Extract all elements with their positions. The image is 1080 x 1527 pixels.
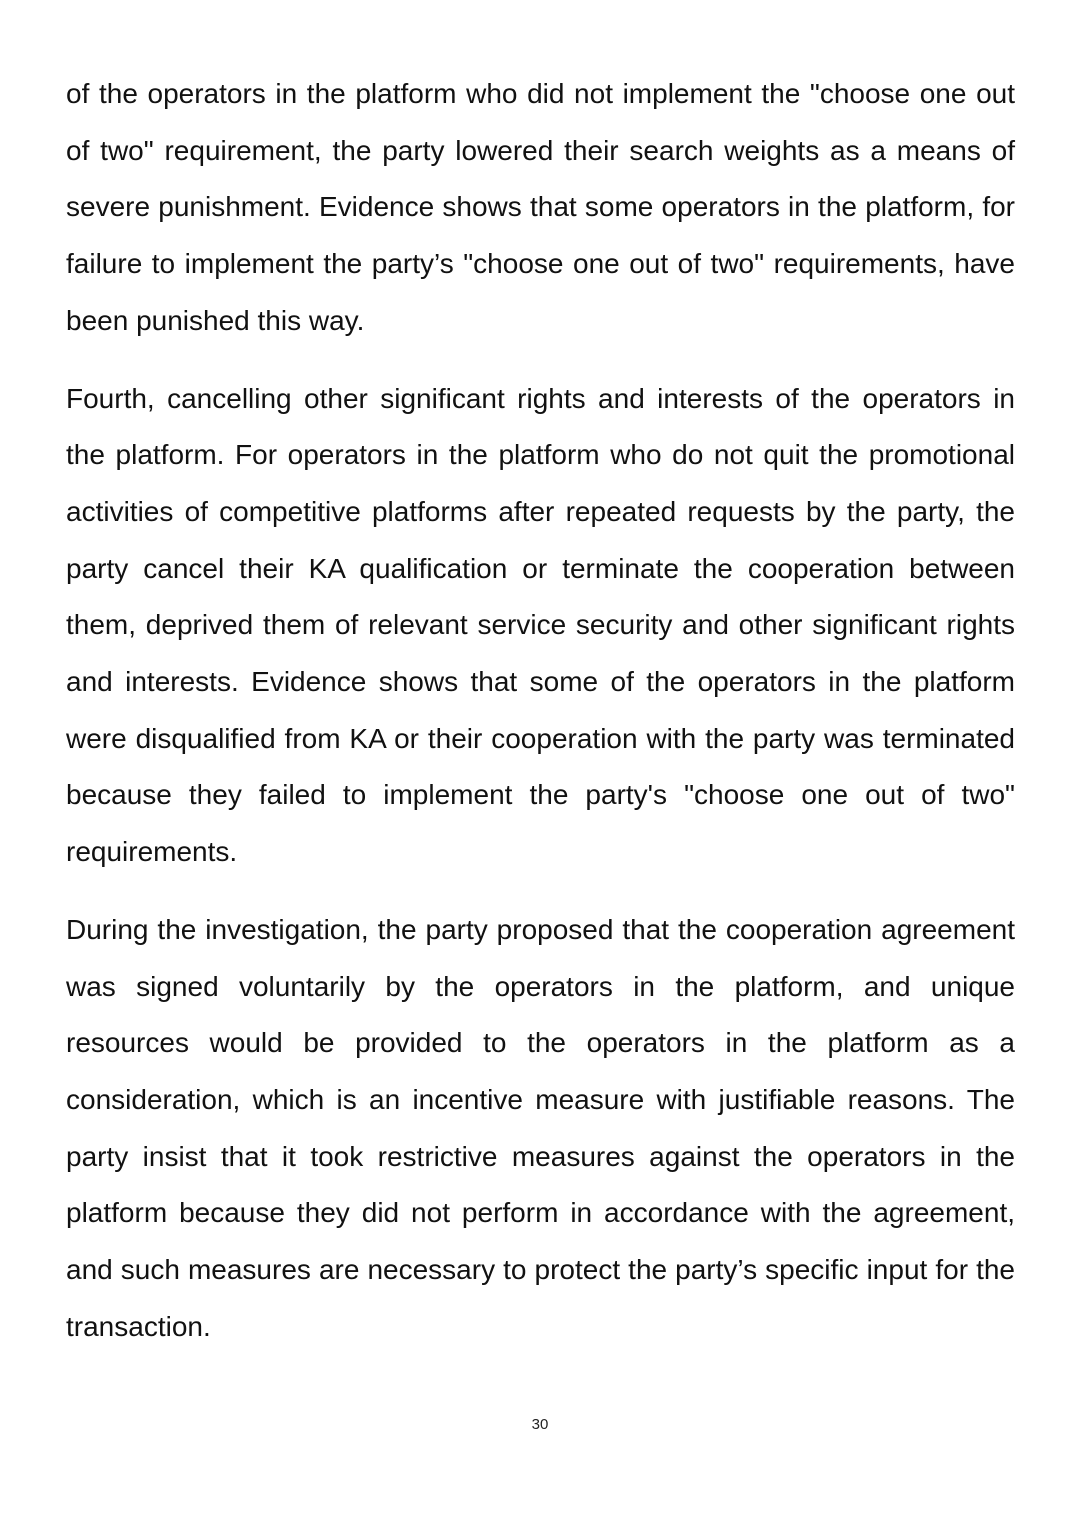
paragraph-2: Fourth, cancelling other significant rights and interests of the operators in the platform. For operators in the platform who do not quit the promotional activities of competitive platforms after repeated requests by the party, the party cancel their KA qualification or terminate the cooperation between them, deprived them of relevant service security and other significant rights and interests. Evidence shows that some of the operators in the platform were disqualified from KA or their cooperation with the party was terminated because they failed to implement the party's "choose one out of two" requirements. (66, 382, 1015, 868)
paragraph-3: During the investigation, the party proposed that the cooperation agreement was signed voluntarily by the operators in the platform, and unique resources would be provided to the operators in the platform as a consideration, which is an incentive measure with justifiable reasons. The party insist that it took restrictive measures against the operators in the platform because they did not perform in accordance with the agreement, and such measures are necessary to protect the party’s specific input for the transaction. (66, 913, 1015, 1342)
document-body (66, 66, 1015, 1376)
paragraph-1: of the operators in the platform who did not implement the "choose one out of two" requirement, the party lowered their search weights as a means of severe punishment. Evidence shows that some operators in the platform, for failure to implement the party’s "choose one out of two" requirements, have been punished this way. (66, 78, 1015, 336)
page-number: 30 (531, 1416, 549, 1433)
